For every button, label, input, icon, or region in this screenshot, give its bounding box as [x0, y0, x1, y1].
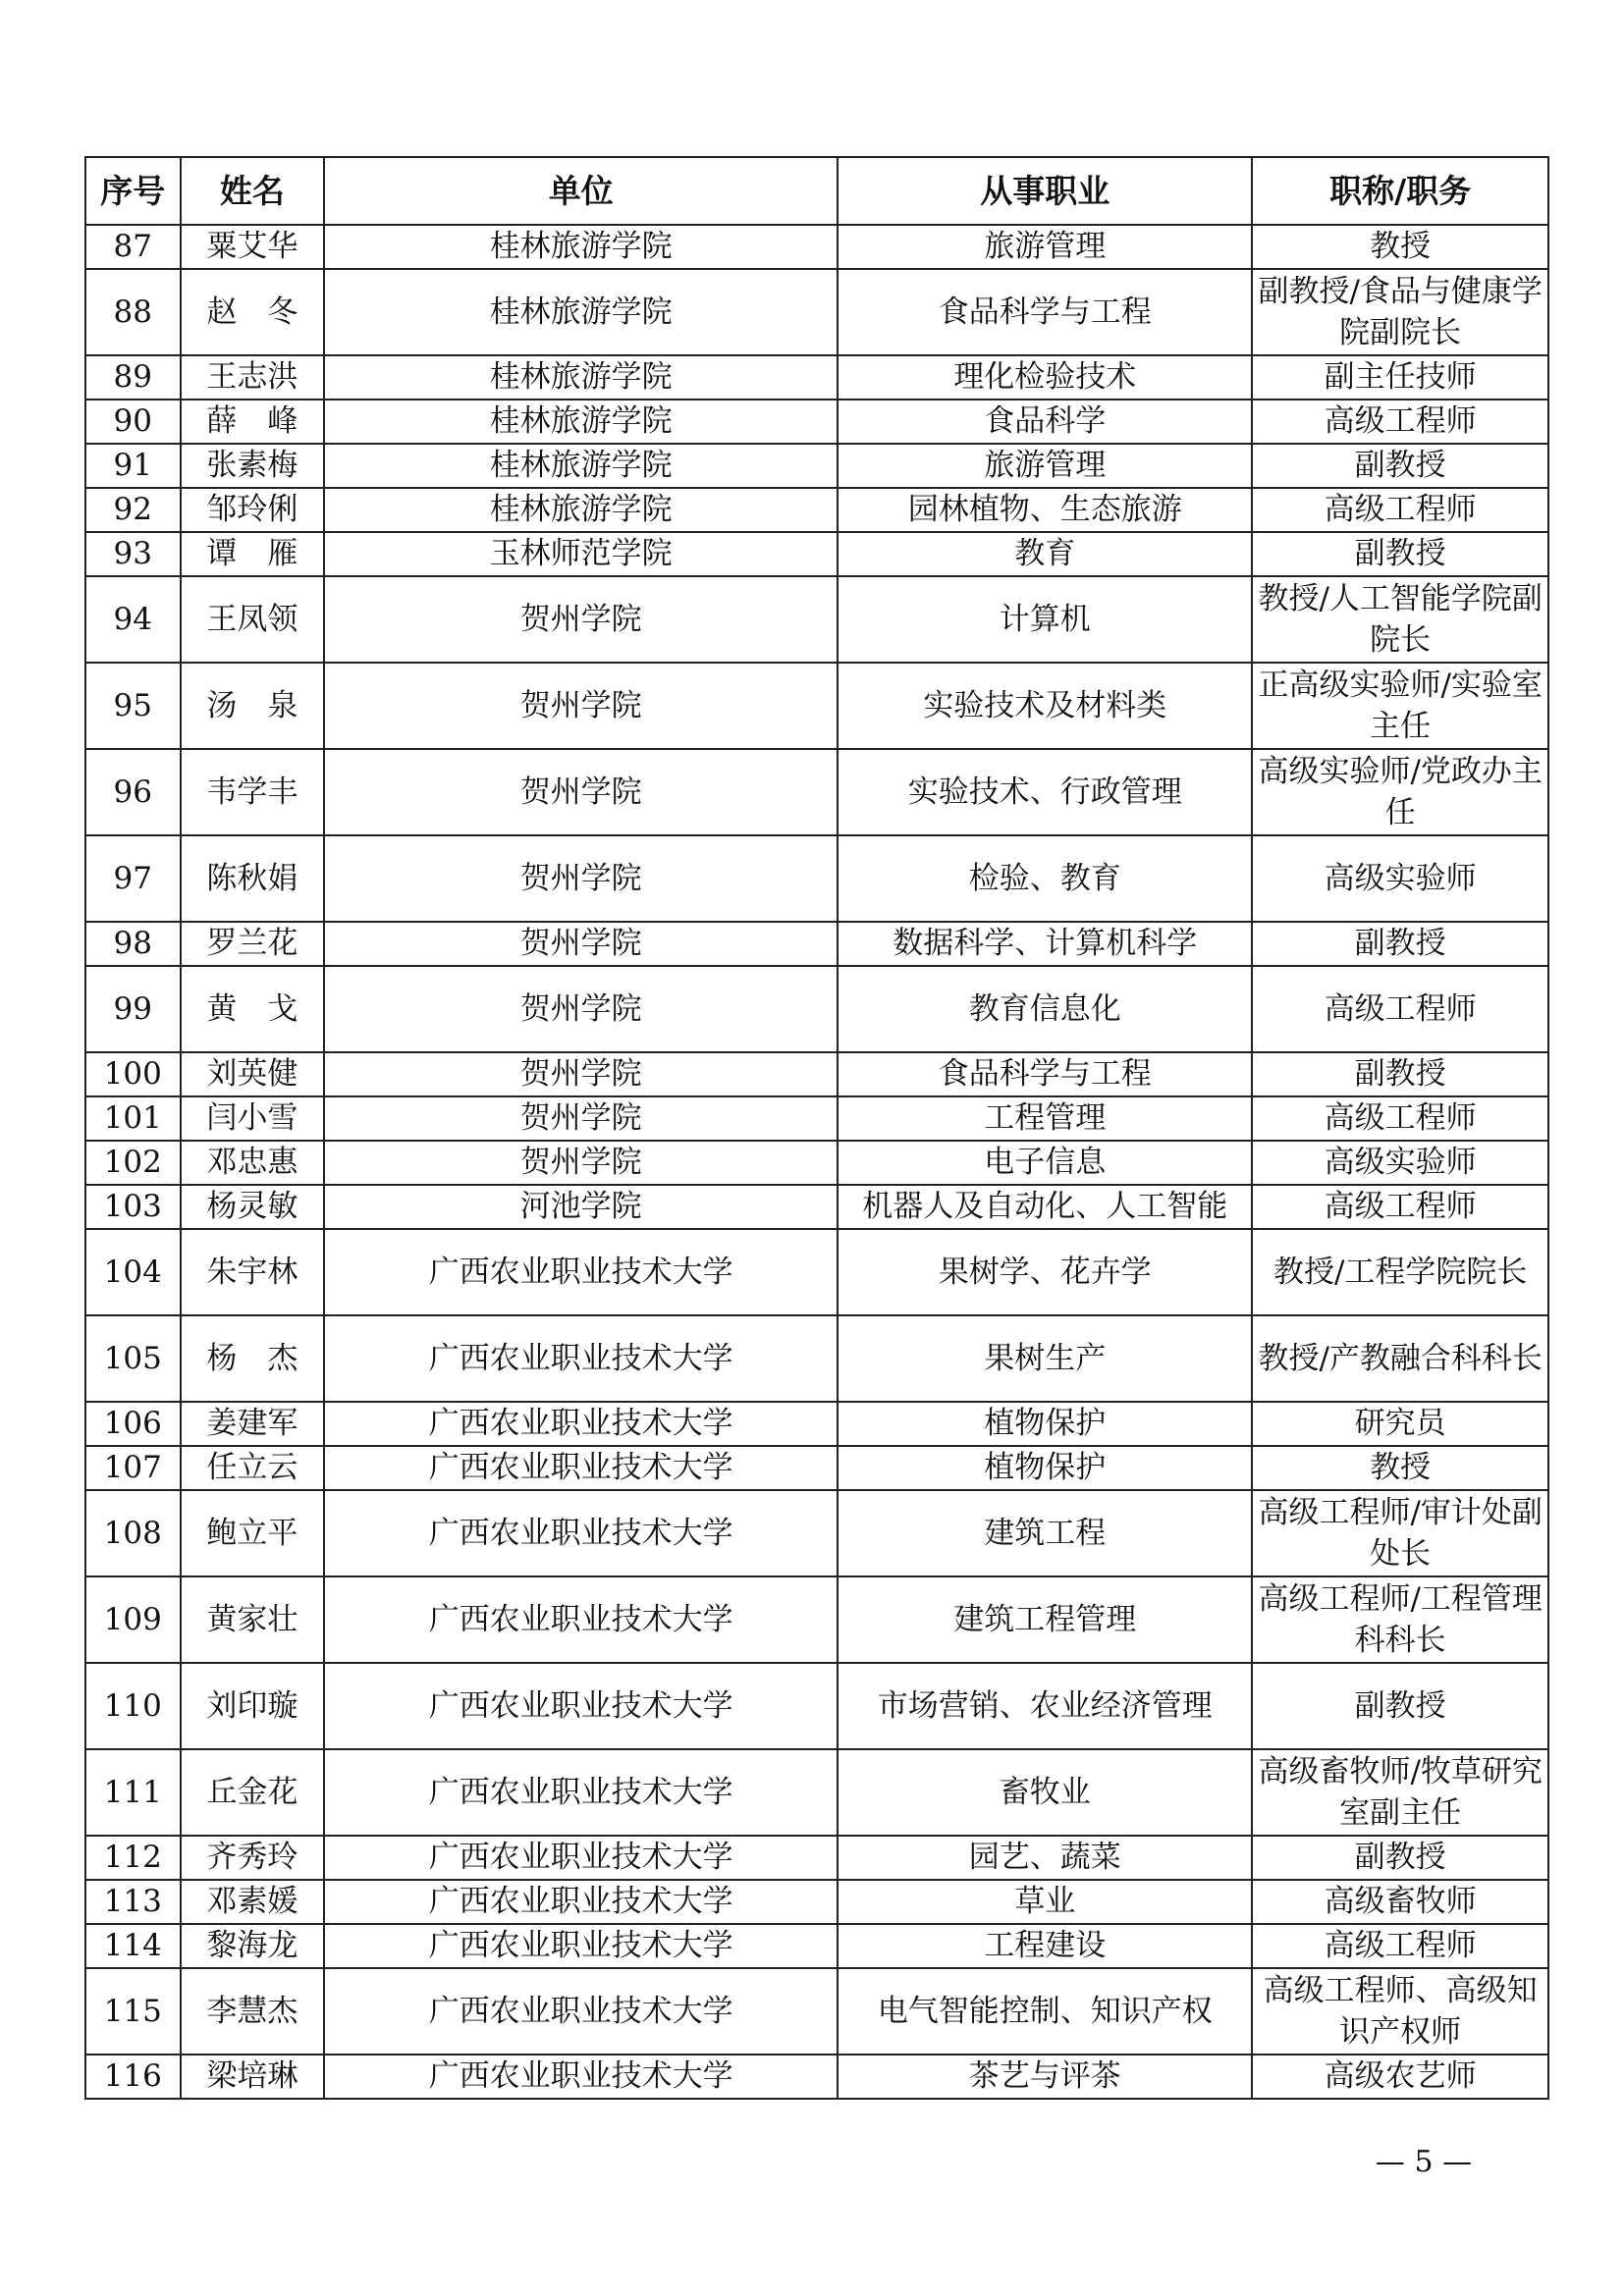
cell-occupation: 畜牧业 [838, 1749, 1252, 1836]
cell-unit: 桂林旅游学院 [324, 400, 838, 444]
cell-name: 邹玲俐 [181, 488, 325, 532]
cell-seq: 92 [85, 488, 181, 532]
cell-title: 高级畜牧师 [1252, 1880, 1548, 1924]
cell-title: 教授 [1252, 225, 1548, 269]
cell-seq: 114 [85, 1924, 181, 1968]
table-row [85, 1402, 1548, 1446]
cell-unit: 桂林旅游学院 [324, 225, 838, 269]
cell-occupation: 实验技术及材料类 [838, 663, 1252, 749]
cell-title: 副教授 [1252, 444, 1548, 488]
cell-unit: 贺州学院 [324, 1052, 838, 1096]
cell-name: 丘金花 [181, 1749, 325, 1836]
cell-name: 罗兰花 [181, 922, 325, 966]
cell-seq: 110 [85, 1663, 181, 1749]
cell-title: 高级工程师 [1252, 1096, 1548, 1141]
cell-title: 高级工程师 [1252, 1185, 1548, 1229]
header-occupation: 从事职业 [838, 157, 1252, 225]
table-row [85, 400, 1548, 444]
table-row [85, 1141, 1548, 1185]
cell-seq: 99 [85, 966, 181, 1052]
cell-occupation: 计算机 [838, 576, 1252, 663]
cell-occupation: 茶艺与评茶 [838, 2055, 1252, 2099]
table-row [85, 1924, 1548, 1968]
cell-unit: 广西农业职业技术大学 [324, 1490, 838, 1576]
cell-title: 教授/产教融合科科长 [1252, 1315, 1548, 1402]
cell-seq: 98 [85, 922, 181, 966]
cell-name: 王凤领 [181, 576, 325, 663]
cell-occupation: 草业 [838, 1880, 1252, 1924]
cell-occupation: 植物保护 [838, 1402, 1252, 1446]
cell-seq: 96 [85, 749, 181, 835]
cell-seq: 90 [85, 400, 181, 444]
cell-title: 高级实验师 [1252, 835, 1548, 922]
cell-occupation: 教育信息化 [838, 966, 1252, 1052]
cell-title: 高级畜牧师/牧草研究室副主任 [1252, 1749, 1548, 1836]
cell-occupation: 建筑工程 [838, 1490, 1252, 1576]
cell-unit: 河池学院 [324, 1185, 838, 1229]
cell-title: 副教授 [1252, 922, 1548, 966]
cell-name: 杨灵敏 [181, 1185, 325, 1229]
cell-occupation: 电气智能控制、知识产权 [838, 1968, 1252, 2055]
cell-name: 王志洪 [181, 355, 325, 400]
cell-seq: 97 [85, 835, 181, 922]
cell-unit: 广西农业职业技术大学 [324, 1836, 838, 1880]
table-row [85, 444, 1548, 488]
cell-title: 教授/人工智能学院副院长 [1252, 576, 1548, 663]
cell-name: 邓素媛 [181, 1880, 325, 1924]
cell-occupation: 市场营销、农业经济管理 [838, 1663, 1252, 1749]
cell-unit: 广西农业职业技术大学 [324, 1315, 838, 1402]
cell-title: 教授 [1252, 1446, 1548, 1490]
header-title: 职称/职务 [1252, 157, 1548, 225]
cell-name: 鲍立平 [181, 1490, 325, 1576]
cell-unit: 广西农业职业技术大学 [324, 1446, 838, 1490]
cell-name: 李慧杰 [181, 1968, 325, 2055]
cell-title: 教授/工程学院院长 [1252, 1229, 1548, 1315]
cell-title: 高级工程师/审计处副处长 [1252, 1490, 1548, 1576]
cell-unit: 广西农业职业技术大学 [324, 1924, 838, 1968]
cell-title: 高级农艺师 [1252, 2055, 1548, 2099]
cell-occupation: 工程管理 [838, 1096, 1252, 1141]
cell-title: 高级实验师 [1252, 1141, 1548, 1185]
cell-name: 黎海龙 [181, 1924, 325, 1968]
cell-title: 高级工程师 [1252, 966, 1548, 1052]
table-row [85, 1968, 1548, 2055]
cell-seq: 101 [85, 1096, 181, 1141]
cell-occupation: 实验技术、行政管理 [838, 749, 1252, 835]
cell-name: 汤 泉 [181, 663, 325, 749]
cell-name: 黄 戈 [181, 966, 325, 1052]
cell-unit: 广西农业职业技术大学 [324, 1402, 838, 1446]
cell-name: 朱宇林 [181, 1229, 325, 1315]
cell-seq: 113 [85, 1880, 181, 1924]
cell-unit: 广西农业职业技术大学 [324, 1663, 838, 1749]
cell-unit: 桂林旅游学院 [324, 269, 838, 355]
cell-name: 任立云 [181, 1446, 325, 1490]
cell-name: 张素梅 [181, 444, 325, 488]
cell-occupation: 检验、教育 [838, 835, 1252, 922]
cell-seq: 112 [85, 1836, 181, 1880]
cell-unit: 贺州学院 [324, 663, 838, 749]
cell-title: 副主任技师 [1252, 355, 1548, 400]
cell-unit: 贺州学院 [324, 966, 838, 1052]
table-body [85, 225, 1548, 2099]
table-row [85, 355, 1548, 400]
cell-occupation: 旅游管理 [838, 444, 1252, 488]
cell-occupation: 教育 [838, 532, 1252, 576]
cell-occupation: 食品科学与工程 [838, 269, 1252, 355]
cell-title: 高级工程师 [1252, 1924, 1548, 1968]
cell-seq: 111 [85, 1749, 181, 1836]
table-row [85, 966, 1548, 1052]
cell-occupation: 工程建设 [838, 1924, 1252, 1968]
table-row [85, 1446, 1548, 1490]
cell-name: 陈秋娟 [181, 835, 325, 922]
cell-occupation: 果树学、花卉学 [838, 1229, 1252, 1315]
table-row [85, 1315, 1548, 1402]
cell-occupation: 食品科学 [838, 400, 1252, 444]
cell-title: 正高级实验师/实验室主任 [1252, 663, 1548, 749]
cell-occupation: 机器人及自动化、人工智能 [838, 1185, 1252, 1229]
cell-occupation: 园林植物、生态旅游 [838, 488, 1252, 532]
cell-name: 粟艾华 [181, 225, 325, 269]
cell-unit: 贺州学院 [324, 576, 838, 663]
cell-name: 薛 峰 [181, 400, 325, 444]
cell-seq: 89 [85, 355, 181, 400]
cell-seq: 88 [85, 269, 181, 355]
cell-unit: 贺州学院 [324, 922, 838, 966]
cell-seq: 104 [85, 1229, 181, 1315]
cell-title: 副教授 [1252, 532, 1548, 576]
table-row [85, 576, 1548, 663]
table-row [85, 1836, 1548, 1880]
header-seq: 序号 [85, 157, 181, 225]
cell-seq: 109 [85, 1576, 181, 1663]
table-row [85, 1229, 1548, 1315]
cell-name: 闫小雪 [181, 1096, 325, 1141]
table-row [85, 225, 1548, 269]
cell-title: 高级工程师 [1252, 400, 1548, 444]
cell-occupation: 果树生产 [838, 1315, 1252, 1402]
cell-name: 邓忠惠 [181, 1141, 325, 1185]
cell-name: 梁培琳 [181, 2055, 325, 2099]
page-number: — 5 — [1375, 2145, 1473, 2179]
cell-occupation: 电子信息 [838, 1141, 1252, 1185]
cell-name: 谭 雁 [181, 532, 325, 576]
table-row [85, 1185, 1548, 1229]
table-row [85, 488, 1548, 532]
cell-title: 副教授 [1252, 1663, 1548, 1749]
cell-title: 副教授/食品与健康学院副院长 [1252, 269, 1548, 355]
cell-unit: 贺州学院 [324, 1096, 838, 1141]
cell-unit: 广西农业职业技术大学 [324, 1749, 838, 1836]
cell-unit: 广西农业职业技术大学 [324, 1229, 838, 1315]
cell-unit: 广西农业职业技术大学 [324, 1880, 838, 1924]
table-row [85, 663, 1548, 749]
cell-title: 高级实验师/党政办主任 [1252, 749, 1548, 835]
cell-unit: 贺州学院 [324, 749, 838, 835]
cell-unit: 广西农业职业技术大学 [324, 2055, 838, 2099]
cell-seq: 102 [85, 1141, 181, 1185]
cell-unit: 广西农业职业技术大学 [324, 1576, 838, 1663]
cell-name: 黄家壮 [181, 1576, 325, 1663]
cell-seq: 103 [85, 1185, 181, 1229]
cell-name: 刘英健 [181, 1052, 325, 1096]
cell-name: 赵 冬 [181, 269, 325, 355]
table-row [85, 1096, 1548, 1141]
cell-seq: 95 [85, 663, 181, 749]
cell-occupation: 园艺、蔬菜 [838, 1836, 1252, 1880]
cell-title: 副教授 [1252, 1836, 1548, 1880]
cell-seq: 94 [85, 576, 181, 663]
table-header-row [85, 157, 1548, 225]
cell-name: 杨 杰 [181, 1315, 325, 1402]
cell-unit: 贺州学院 [324, 835, 838, 922]
cell-occupation: 数据科学、计算机科学 [838, 922, 1252, 966]
cell-name: 韦学丰 [181, 749, 325, 835]
table-row [85, 269, 1548, 355]
cell-seq: 105 [85, 1315, 181, 1402]
cell-name: 齐秀玲 [181, 1836, 325, 1880]
cell-title: 副教授 [1252, 1052, 1548, 1096]
cell-unit: 桂林旅游学院 [324, 355, 838, 400]
table-row [85, 835, 1548, 922]
table-row [85, 749, 1548, 835]
cell-seq: 87 [85, 225, 181, 269]
cell-seq: 116 [85, 2055, 181, 2099]
cell-seq: 106 [85, 1402, 181, 1446]
cell-occupation: 理化检验技术 [838, 355, 1252, 400]
table-row [85, 1749, 1548, 1836]
cell-occupation: 旅游管理 [838, 225, 1252, 269]
cell-unit: 广西农业职业技术大学 [324, 1968, 838, 2055]
table-row [85, 1880, 1548, 1924]
cell-occupation: 建筑工程管理 [838, 1576, 1252, 1663]
table-row [85, 532, 1548, 576]
table-row [85, 1576, 1548, 1663]
cell-title: 研究员 [1252, 1402, 1548, 1446]
table-row [85, 2055, 1548, 2099]
cell-occupation: 食品科学与工程 [838, 1052, 1252, 1096]
cell-unit: 桂林旅游学院 [324, 488, 838, 532]
table-row [85, 1663, 1548, 1749]
cell-unit: 桂林旅游学院 [324, 444, 838, 488]
cell-seq: 100 [85, 1052, 181, 1096]
cell-seq: 108 [85, 1490, 181, 1576]
table-row [85, 1052, 1548, 1096]
header-unit: 单位 [324, 157, 838, 225]
cell-title: 高级工程师/工程管理科科长 [1252, 1576, 1548, 1663]
cell-seq: 93 [85, 532, 181, 576]
expert-roster-table [84, 156, 1549, 2100]
cell-seq: 91 [85, 444, 181, 488]
cell-occupation: 植物保护 [838, 1446, 1252, 1490]
cell-name: 刘印璇 [181, 1663, 325, 1749]
cell-name: 姜建军 [181, 1402, 325, 1446]
cell-seq: 107 [85, 1446, 181, 1490]
cell-title: 高级工程师 [1252, 488, 1548, 532]
header-name: 姓名 [181, 157, 325, 225]
table-row [85, 922, 1548, 966]
cell-unit: 贺州学院 [324, 1141, 838, 1185]
table-row [85, 1490, 1548, 1576]
cell-seq: 115 [85, 1968, 181, 2055]
cell-title: 高级工程师、高级知识产权师 [1252, 1968, 1548, 2055]
cell-unit: 玉林师范学院 [324, 532, 838, 576]
